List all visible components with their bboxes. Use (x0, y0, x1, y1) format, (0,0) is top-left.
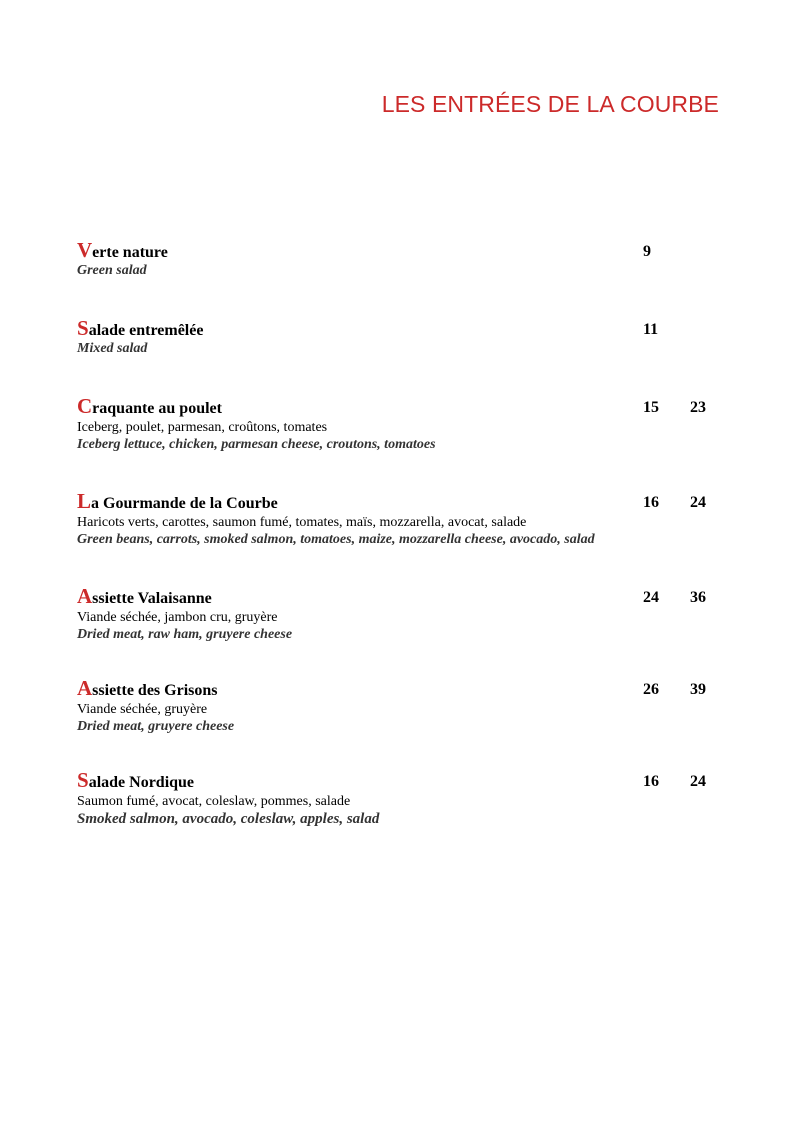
menu-item-salade-nordique (77, 768, 727, 829)
item-name (77, 584, 727, 608)
menu-item-salade-entremelee (77, 316, 727, 357)
item-description-en: Smoked salmon, avocado, coleslaw, apples, salad (77, 811, 380, 827)
price-small: 16 (643, 773, 659, 790)
item-description-en: Green beans, carrots, smoked salmon, tomatoes, maize, mozzarella cheese, avocado, salad (77, 532, 595, 547)
item-initial: S (77, 768, 89, 792)
menu-item-craquante-au-poulet (77, 394, 727, 453)
item-description-en: Iceberg lettuce, chicken, parmesan cheese, croutons, tomatoes (77, 437, 436, 452)
item-name (77, 768, 727, 792)
menu-item-assiette-valaisanne (77, 584, 727, 643)
item-name-rest: erte nature (92, 244, 168, 261)
item-initial: A (77, 584, 93, 608)
price-large: 39 (690, 681, 706, 698)
item-description-en: Green salad (77, 263, 147, 278)
item-initial: C (77, 394, 93, 418)
menu-item-verte-nature (77, 238, 727, 279)
item-name (77, 238, 727, 262)
price-small: 24 (643, 589, 659, 606)
price-small: 26 (643, 681, 659, 698)
item-description-fr: Viande séchée, gruyère (77, 702, 208, 717)
price-small: 16 (643, 494, 659, 511)
item-name (77, 316, 727, 340)
menu-item-assiette-des-grisons (77, 676, 727, 735)
price-small: 11 (643, 321, 659, 338)
price-large: 36 (690, 589, 706, 606)
price-large: 24 (690, 494, 706, 511)
item-name (77, 394, 727, 418)
item-description-fr: Haricots verts, carottes, saumon fumé, tomates, maïs, mozzarella, avocat, salade (77, 515, 527, 530)
item-name-rest: ssiette Valaisanne (92, 590, 212, 607)
item-initial: L (77, 489, 92, 513)
item-description-en: Mixed salad (77, 341, 148, 356)
item-initial: A (77, 676, 93, 700)
item-description-fr: Viande séchée, jambon cru, gruyère (77, 610, 278, 625)
item-name-rest: alade Nordique (88, 774, 195, 791)
item-initial: V (77, 238, 93, 262)
price-small: 15 (643, 399, 659, 416)
page-title: LES ENTRÉES DE LA COURBE (381, 91, 719, 117)
item-description-fr: Saumon fumé, avocat, coleslaw, pommes, salade (77, 794, 351, 809)
menu-item-la-gourmande (77, 489, 727, 548)
item-name-rest: raquante au poulet (92, 400, 222, 417)
item-description-en: Dried meat, gruyere cheese (77, 719, 235, 734)
item-name (77, 489, 727, 513)
item-name-rest: a Gourmande de la Courbe (91, 495, 278, 512)
item-name (77, 676, 727, 700)
price-large: 23 (690, 399, 706, 416)
item-initial: S (77, 316, 89, 340)
price-small: 9 (643, 243, 651, 260)
item-description-fr: Iceberg, poulet, parmesan, croûtons, tomates (77, 420, 328, 435)
item-name-rest: ssiette des Grisons (92, 682, 218, 699)
price-large: 24 (690, 773, 706, 790)
item-description-en: Dried meat, raw ham, gruyere cheese (77, 627, 293, 642)
item-name-rest: alade entremêlée (88, 322, 204, 339)
